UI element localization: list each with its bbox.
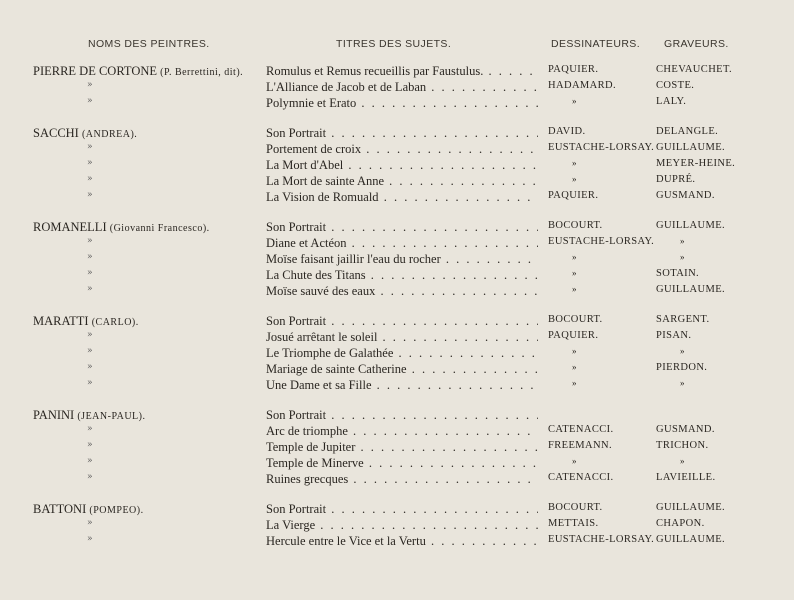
ditto-mark: » xyxy=(87,158,93,168)
drawer-text: » xyxy=(572,362,577,372)
subject-title xyxy=(266,220,538,235)
drawer-name xyxy=(548,252,652,263)
engraver-name xyxy=(656,126,786,137)
painter-group xyxy=(0,64,794,112)
subject-text: Romulus et Remus recueillis par Faustulus. . . . xyxy=(266,64,538,78)
subject-text: Polymnie et Erato . . . xyxy=(266,96,538,110)
subject-title xyxy=(266,502,538,517)
subject-text: La Mort de sainte Anne . . . xyxy=(266,174,538,188)
drawer-name xyxy=(548,158,652,169)
drawer-name xyxy=(548,268,652,279)
drawer-text: » xyxy=(572,252,577,262)
engraver-name xyxy=(656,268,786,279)
subject-text: La Vierge . . . xyxy=(266,518,538,532)
engraver-name xyxy=(656,534,786,545)
painter-given-name: (Giovanni Francesco). xyxy=(109,223,210,234)
table-row xyxy=(0,252,794,268)
column-headers xyxy=(0,38,794,54)
drawer-text: BOCOURT. xyxy=(548,220,603,231)
painter-name xyxy=(33,64,258,79)
painter-given-name: (JEAN-PAUL). xyxy=(77,411,146,422)
ditto-mark: » xyxy=(87,424,93,434)
engraver-text: GUILLAUME. xyxy=(656,284,726,295)
table-row xyxy=(0,158,794,174)
engraver-name xyxy=(656,64,786,75)
subject-title xyxy=(266,96,538,111)
subject-title xyxy=(266,378,538,393)
engraver-name xyxy=(656,346,786,357)
engraver-text: GUILLAUME. xyxy=(656,502,726,513)
subject-text: Portement de croix . . . xyxy=(266,142,538,156)
table-row xyxy=(0,378,794,394)
drawer-text: PAQUIER. xyxy=(548,330,599,341)
engraver-name xyxy=(656,220,786,231)
drawer-name xyxy=(548,456,652,467)
subject-title xyxy=(266,236,538,251)
subject-text: Le Triomphe de Galathée . . . xyxy=(266,346,538,360)
engraver-name xyxy=(656,236,786,247)
ditto-mark: » xyxy=(87,252,93,262)
ditto-mark: » xyxy=(87,440,93,450)
subject-text: Moïse sauvé des eaux . . . xyxy=(266,284,538,298)
ditto-mark: » xyxy=(87,142,93,152)
engraver-text: PISAN. xyxy=(656,330,692,341)
engraver-name xyxy=(656,472,786,483)
table-row xyxy=(0,330,794,346)
painter-name xyxy=(33,220,258,235)
drawer-name xyxy=(548,502,652,513)
engraver-name xyxy=(656,424,786,435)
ditto-mark: » xyxy=(87,80,93,90)
subject-text: Son Portrait . . . xyxy=(266,408,538,422)
table-row xyxy=(0,96,794,112)
painter-surname: BATTONI xyxy=(33,502,87,516)
table-row xyxy=(0,346,794,362)
drawer-name xyxy=(548,534,655,545)
engraver-text: GUSMAND. xyxy=(656,190,715,201)
painter-group xyxy=(0,408,794,488)
table-row xyxy=(0,314,794,330)
ditto-mark: » xyxy=(87,534,93,544)
table-row xyxy=(0,534,794,550)
table-row xyxy=(0,236,794,252)
drawer-name xyxy=(548,362,652,373)
engraver-text: GUILLAUME. xyxy=(656,142,726,153)
painter-group xyxy=(0,314,794,394)
engraver-name xyxy=(656,330,786,341)
drawer-name xyxy=(548,518,652,529)
painter-name xyxy=(33,126,258,141)
subject-title xyxy=(266,518,538,533)
engraver-text: SARGENT. xyxy=(656,314,710,325)
ditto-mark: » xyxy=(87,284,93,294)
drawer-name xyxy=(548,80,652,91)
painter-groups xyxy=(0,64,794,564)
painter-surname: MARATTI xyxy=(33,314,89,328)
subject-title xyxy=(266,362,538,377)
table-row xyxy=(0,142,794,158)
table-row xyxy=(0,126,794,142)
engraver-name xyxy=(656,314,786,325)
subject-text: Josué arrêtant le soleil . . . xyxy=(266,330,538,344)
subject-text: Ruines grecques . . . xyxy=(266,472,538,486)
painter-given-name: (ANDREA). xyxy=(81,129,138,140)
subject-text: Son Portrait . . . xyxy=(266,220,538,234)
engraver-text: GUILLAUME. xyxy=(656,534,726,545)
painter-surname: ROMANELLI xyxy=(33,220,107,234)
painter-name xyxy=(33,408,258,423)
ditto-mark: » xyxy=(87,456,93,466)
subject-title xyxy=(266,330,538,345)
engraver-text: GUILLAUME. xyxy=(656,220,726,231)
painter-given-name: (P. Berrettini, dit). xyxy=(160,67,244,78)
drawer-name xyxy=(548,236,655,247)
subject-text: Mariage de sainte Catherine . . . xyxy=(266,362,538,376)
subject-title xyxy=(266,456,538,471)
engraver-text: DELANGLE. xyxy=(656,126,719,137)
subject-title xyxy=(266,440,538,455)
engraver-name xyxy=(656,252,786,263)
ditto-mark: » xyxy=(87,330,93,340)
subject-text: La Vision de Romuald . . . xyxy=(266,190,538,204)
table-row xyxy=(0,518,794,534)
subject-text: Temple de Jupiter . . . xyxy=(266,440,538,454)
drawer-text: EUSTACHE-LORSAY. xyxy=(548,534,655,545)
engraver-name xyxy=(656,174,786,185)
subject-title xyxy=(266,64,538,79)
engraver-name xyxy=(656,96,786,107)
header-painters: NOMS DES PEINTRES. xyxy=(88,38,210,50)
engraver-text: » xyxy=(680,346,685,356)
engraver-name xyxy=(656,440,786,451)
subject-title xyxy=(266,158,538,173)
ditto-mark: » xyxy=(87,378,93,388)
painter-group xyxy=(0,126,794,206)
subject-text: Arc de triomphe . . . xyxy=(266,424,538,438)
drawer-name xyxy=(548,424,652,435)
subject-title xyxy=(266,314,538,329)
drawer-text: » xyxy=(572,96,577,106)
subject-text: La Mort d'Abel . . . xyxy=(266,158,538,172)
drawer-text: » xyxy=(572,346,577,356)
drawer-text: » xyxy=(572,268,577,278)
ditto-mark: » xyxy=(87,174,93,184)
drawer-name xyxy=(548,126,652,137)
drawer-text: PAQUIER. xyxy=(548,64,599,75)
engraver-text: » xyxy=(680,456,685,466)
table-row xyxy=(0,64,794,80)
drawer-name xyxy=(548,472,652,483)
subject-text: Son Portrait . . . xyxy=(266,126,538,140)
engraver-text: LAVIEILLE. xyxy=(656,472,716,483)
engraver-text: PIERDON. xyxy=(656,362,708,373)
table-row xyxy=(0,440,794,456)
painter-given-name: (CARLO). xyxy=(91,317,139,328)
drawer-text: » xyxy=(572,284,577,294)
ditto-mark: » xyxy=(87,268,93,278)
subject-text: La Chute des Titans . . . xyxy=(266,268,538,282)
subject-title xyxy=(266,534,538,549)
subject-text: Temple de Minerve . . . xyxy=(266,456,538,470)
engraver-text: » xyxy=(680,236,685,246)
subject-title xyxy=(266,142,538,157)
ditto-mark: » xyxy=(87,190,93,200)
table-row xyxy=(0,284,794,300)
subject-text: Une Dame et sa Fille . . . xyxy=(266,378,538,392)
table-row xyxy=(0,190,794,206)
engraver-text: DUPRÉ. xyxy=(656,174,696,185)
engraver-name xyxy=(656,456,786,467)
engraver-text: GUSMAND. xyxy=(656,424,715,435)
drawer-text: HADAMARD. xyxy=(548,80,617,91)
engraver-text: » xyxy=(680,378,685,388)
table-row xyxy=(0,424,794,440)
drawer-text: » xyxy=(572,158,577,168)
painter-group xyxy=(0,220,794,300)
painter-surname: PANINI xyxy=(33,408,75,422)
drawer-name xyxy=(548,174,652,185)
table-row xyxy=(0,362,794,378)
ditto-mark: » xyxy=(87,362,93,372)
ditto-mark: » xyxy=(87,346,93,356)
drawer-text: METTAIS. xyxy=(548,518,599,529)
header-engravers: GRAVEURS. xyxy=(664,38,729,50)
painter-name xyxy=(33,502,258,517)
drawer-name xyxy=(548,96,652,107)
subject-text: Son Portrait . . . xyxy=(266,502,538,516)
subject-title xyxy=(266,126,538,141)
engraver-name xyxy=(656,80,786,91)
engraver-text: CHAPON. xyxy=(656,518,705,529)
painter-group xyxy=(0,502,794,550)
table-row xyxy=(0,174,794,190)
drawer-text: CATENACCI. xyxy=(548,424,614,435)
subject-title xyxy=(266,408,538,423)
drawer-name xyxy=(548,330,652,341)
table-row xyxy=(0,80,794,96)
engraver-name xyxy=(656,502,786,513)
engraver-name xyxy=(656,158,786,169)
drawer-text: FREEMANN. xyxy=(548,440,612,451)
engraver-name xyxy=(656,518,786,529)
subject-title xyxy=(266,252,538,267)
engraver-text: » xyxy=(680,252,685,262)
table-row xyxy=(0,502,794,518)
drawer-name xyxy=(548,142,655,153)
subject-title xyxy=(266,472,538,487)
drawer-name xyxy=(548,440,652,451)
drawer-name xyxy=(548,64,652,75)
subject-text: Moïse faisant jaillir l'eau du rocher . . . xyxy=(266,252,538,266)
table-row xyxy=(0,220,794,236)
subject-text: Diane et Actéon . . . xyxy=(266,236,538,250)
header-subjects: TITRES DES SUJETS. xyxy=(336,38,452,50)
painter-given-name: (POMPEO). xyxy=(89,505,144,516)
ditto-mark: » xyxy=(87,472,93,482)
ditto-mark: » xyxy=(87,236,93,246)
subject-text: Hercule entre le Vice et la Vertu . . . xyxy=(266,534,538,548)
drawer-text: EUSTACHE-LORSAY. xyxy=(548,142,655,153)
drawer-name xyxy=(548,284,652,295)
engraver-name xyxy=(656,362,786,373)
engraver-text: CHEVAUCHET. xyxy=(656,64,733,75)
drawer-name xyxy=(548,314,652,325)
drawer-name xyxy=(548,220,652,231)
engraver-text: SOTAIN. xyxy=(656,268,700,279)
drawer-text: » xyxy=(572,456,577,466)
table-row xyxy=(0,268,794,284)
drawer-text: BOCOURT. xyxy=(548,314,603,325)
header-drawers: DESSINATEURS. xyxy=(551,38,641,50)
subject-title xyxy=(266,268,538,283)
drawer-text: DAVID. xyxy=(548,126,586,137)
subject-title xyxy=(266,346,538,361)
drawer-text: EUSTACHE-LORSAY. xyxy=(548,236,655,247)
subject-text: L'Alliance de Jacob et de Laban . . . xyxy=(266,80,538,94)
subject-title xyxy=(266,284,538,299)
drawer-text: BOCOURT. xyxy=(548,502,603,513)
drawer-text: CATENACCI. xyxy=(548,472,614,483)
ditto-mark: » xyxy=(87,96,93,106)
engraver-text: MEYER-HEINE. xyxy=(656,158,736,169)
painter-surname: SACCHI xyxy=(33,126,79,140)
table-row xyxy=(0,456,794,472)
engraver-text: TRICHON. xyxy=(656,440,709,451)
drawer-name xyxy=(548,346,652,357)
engraver-text: LALY. xyxy=(656,96,687,107)
engraver-name xyxy=(656,190,786,201)
subject-title xyxy=(266,190,538,205)
engraver-name xyxy=(656,378,786,389)
drawer-name xyxy=(548,378,652,389)
ditto-mark: » xyxy=(87,518,93,528)
engraver-name xyxy=(656,142,786,153)
drawer-text: PAQUIER. xyxy=(548,190,599,201)
drawer-name xyxy=(548,190,652,201)
subject-title xyxy=(266,80,538,95)
drawer-text: » xyxy=(572,378,577,388)
subject-title xyxy=(266,424,538,439)
engraver-text: COSTE. xyxy=(656,80,695,91)
subject-title xyxy=(266,174,538,189)
painter-surname: PIERRE DE CORTONE xyxy=(33,64,158,78)
table-row xyxy=(0,472,794,488)
painter-name xyxy=(33,314,258,329)
subject-text: Son Portrait . . . xyxy=(266,314,538,328)
engraver-name xyxy=(656,284,786,295)
drawer-text: » xyxy=(572,174,577,184)
table-row xyxy=(0,408,794,424)
